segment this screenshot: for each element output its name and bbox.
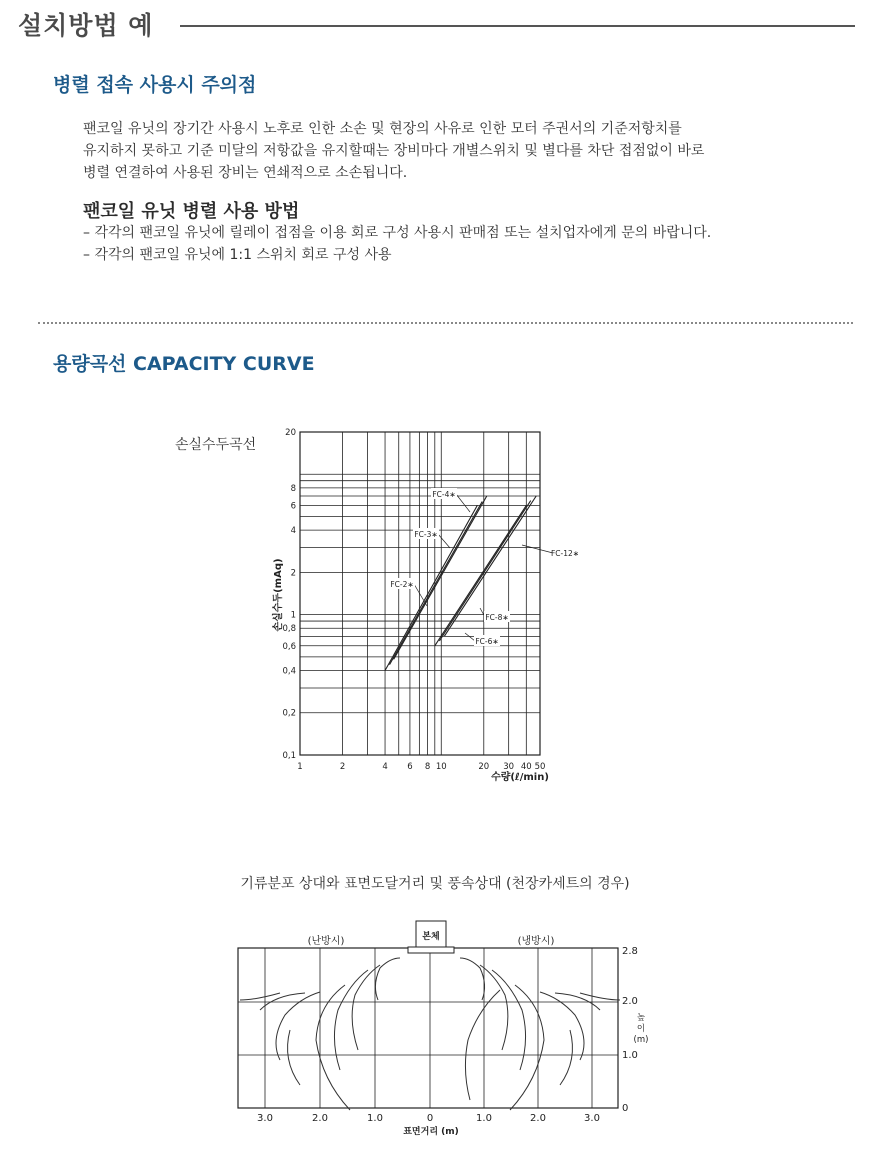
subheading-parallel-method: 팬코일 유닛 병렬 사용 방법	[83, 201, 300, 222]
x-tick-label: 2	[339, 762, 346, 772]
y-tick-label: 2.0	[622, 996, 638, 1007]
chart-tick-labels	[257, 946, 648, 1124]
x-tick-label: 20	[478, 762, 490, 772]
y-tick-label: 0,2	[282, 708, 296, 719]
unit-outlet	[408, 947, 454, 953]
x-tick-label: 10	[435, 762, 447, 772]
y-tick-label: 0,8	[282, 624, 296, 635]
paragraph-line: 유지하지 못하고 기준 미달의 저항값을 유지할때는 장비마다 개별스위치 및 별다를 차단 접점없이 바로	[83, 143, 705, 159]
x-tick-label: 6	[407, 762, 413, 772]
y-tick-label: 0	[622, 1103, 629, 1114]
y-tick-label: 4	[290, 526, 296, 537]
series-label: FC-8∗	[485, 613, 509, 622]
chart-title-head-loss: 손실수두곡선	[175, 437, 257, 453]
x-tick-label: 4	[382, 762, 388, 772]
x-tick-label: 1.0	[476, 1113, 492, 1124]
x-tick-label: 0	[426, 1113, 434, 1124]
y-tick-label: 20	[285, 428, 296, 438]
y-axis-label: 손실수두(mAq)	[273, 558, 284, 632]
y-tick-label: 1	[290, 610, 296, 621]
y-axis-label: (m)	[633, 1035, 649, 1045]
x-tick-label: 2.0	[530, 1113, 546, 1124]
y-tick-label: 0,1	[282, 751, 296, 761]
x-tick-label: 3.0	[257, 1113, 273, 1124]
x-tick-label: 40	[520, 762, 532, 772]
y-axis-label: 이	[636, 1024, 646, 1034]
y-tick-label: 0,4	[282, 666, 296, 677]
x-tick-label: 1.0	[367, 1113, 383, 1124]
cooling-label: (냉방시)	[517, 936, 555, 947]
y-tick-label: 2	[290, 568, 296, 579]
x-tick-label: 2.0	[312, 1113, 328, 1124]
series-label: FC-12∗	[550, 549, 580, 558]
x-tick-label: 1	[297, 762, 303, 772]
x-tick-label: 50	[534, 762, 546, 772]
series-label: FC-2∗	[390, 580, 414, 589]
heating-label: (난방시)	[307, 936, 345, 947]
y-tick-label: 0,6	[282, 641, 296, 652]
x-axis-label: 표면거리 (m)	[403, 1127, 459, 1137]
series-label: FC-6∗	[475, 637, 499, 646]
section-heading-parallel-caution: 병렬 접속 사용시 주의점	[53, 74, 257, 96]
unit-label: 본체	[422, 932, 440, 942]
y-axis-label: 높	[636, 1013, 646, 1023]
y-tick-label: 1.0	[622, 1050, 638, 1061]
y-tick-label: 2.8	[622, 946, 638, 957]
x-tick-label: 8	[424, 762, 431, 772]
y-tick-label: 8	[290, 483, 296, 494]
y-tick-label: 6	[290, 501, 296, 512]
page-title: 설치방법 예	[18, 11, 154, 40]
paragraph-line: 팬코일 유닛의 장기간 사용시 노후로 인한 소손 및 현장의 사유로 인한 모터 주권서의 기준저항치를	[83, 121, 682, 137]
series-label: FC-4∗	[432, 490, 456, 499]
x-tick-label: 30	[503, 762, 515, 772]
x-axis-label: 수량(ℓ/min)	[491, 772, 549, 783]
x-tick-label: 3.0	[584, 1113, 600, 1124]
chart-title-airflow: 기류분포 상대와 표면도달거리 및 풍속상대 (천장카세트의 경우)	[240, 876, 630, 892]
paragraph-line: 병렬 연결하여 사용된 장비는 연쇄적으로 소손됩니다.	[83, 165, 408, 181]
list-item: – 각각의 팬코일 유닛에 릴레이 접점을 이용 회로 구성 사용시 판매점 또는 설치업자에게 문의 바랍니다.	[83, 225, 712, 241]
list-item: – 각각의 팬코일 유닛에 1:1 스위치 회로 구성 사용	[83, 247, 392, 263]
series-label: FC-3∗	[414, 530, 438, 539]
section-heading-capacity-curve: 용량곡선 CAPACITY CURVE	[53, 353, 315, 375]
